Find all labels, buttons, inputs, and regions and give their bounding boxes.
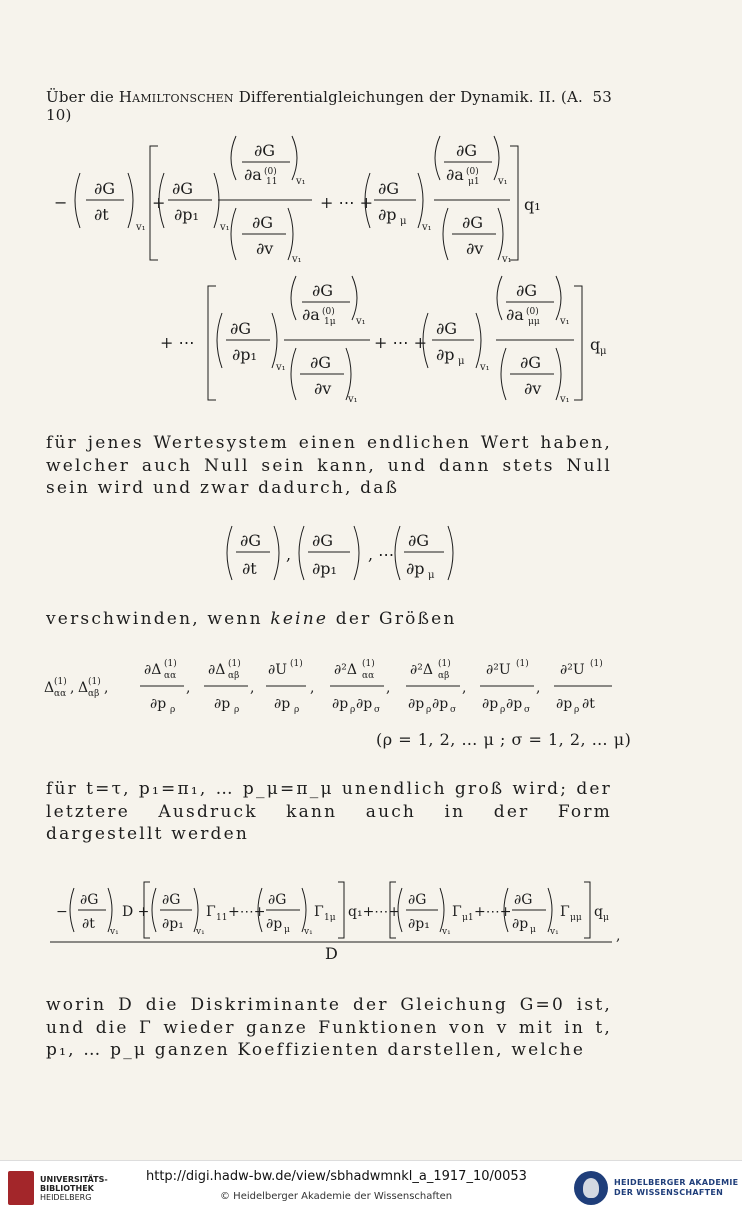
svg-text:+: + xyxy=(152,193,166,212)
svg-text:(0): (0) xyxy=(322,307,335,317)
svg-text:v₁: v₁ xyxy=(550,927,559,937)
svg-text:11: 11 xyxy=(216,913,228,923)
svg-text:∂G: ∂G xyxy=(516,281,538,300)
svg-text:1μ: 1μ xyxy=(324,913,336,923)
svg-text:∂G: ∂G xyxy=(252,213,274,232)
header-title: Über die Hamiltonschen Differentialgleichungen der Dynamik. II. (A. 10) xyxy=(46,88,583,124)
svg-text:∂G: ∂G xyxy=(172,179,194,198)
svg-text:ρ: ρ xyxy=(350,705,356,715)
svg-text:, ⋯: , ⋯ xyxy=(368,545,395,564)
svg-text:μ: μ xyxy=(603,913,609,923)
svg-text:∂G: ∂G xyxy=(94,179,116,198)
svg-text:αα: αα xyxy=(164,671,177,681)
svg-text:(1): (1) xyxy=(88,677,101,687)
svg-text:∂v: ∂v xyxy=(466,239,484,258)
svg-text:∂²Δ: ∂²Δ xyxy=(410,662,433,678)
svg-text:∂t: ∂t xyxy=(582,696,595,712)
svg-text:∂²Δ: ∂²Δ xyxy=(334,662,357,678)
svg-text:∂p: ∂p xyxy=(436,345,455,364)
svg-text:v₁: v₁ xyxy=(356,316,366,327)
svg-text:∂t: ∂t xyxy=(242,559,257,578)
svg-text:μ: μ xyxy=(530,925,536,935)
svg-text:ρ: ρ xyxy=(500,705,506,715)
footer-bar xyxy=(0,1160,742,1217)
svg-text:+ ⋯: + ⋯ xyxy=(160,333,195,352)
academy-name: HEIDELBERGER AKADEMIE DER WISSENSCHAFTEN xyxy=(614,1178,739,1197)
svg-text:,: , xyxy=(310,680,315,696)
svg-text:Δ: Δ xyxy=(44,680,55,696)
svg-text:,: , xyxy=(462,680,467,696)
running-header xyxy=(46,88,612,124)
svg-text:∂G: ∂G xyxy=(268,892,287,908)
formula-denominator: D xyxy=(325,944,338,963)
svg-text:(1): (1) xyxy=(164,659,177,669)
svg-text:∂G: ∂G xyxy=(462,213,484,232)
svg-text:v₁: v₁ xyxy=(348,394,358,405)
svg-text:∂p: ∂p xyxy=(356,696,373,712)
svg-text:∂p₁: ∂p₁ xyxy=(312,559,337,578)
svg-text:,: , xyxy=(616,928,621,944)
svg-text:∂v: ∂v xyxy=(256,239,274,258)
svg-text:μμ: μμ xyxy=(570,913,582,923)
svg-text:∂a: ∂a xyxy=(244,165,262,184)
svg-text:∂p₁: ∂p₁ xyxy=(162,916,184,932)
svg-text:μ: μ xyxy=(400,216,407,227)
svg-text:αβ: αβ xyxy=(88,689,100,699)
svg-text:+⋯+: +⋯+ xyxy=(474,904,512,920)
svg-text:ρ: ρ xyxy=(426,705,432,715)
svg-text:q₁+⋯+: q₁+⋯+ xyxy=(348,904,401,920)
library-name: UNIVERSITÄTS- BIBLIOTHEK HEIDELBERG xyxy=(40,1174,108,1202)
svg-text:∂U: ∂U xyxy=(268,662,288,678)
svg-text:∂G: ∂G xyxy=(230,319,252,338)
svg-text:v₁: v₁ xyxy=(442,927,451,937)
svg-text:∂G: ∂G xyxy=(312,531,334,550)
svg-text:∂p: ∂p xyxy=(512,916,529,932)
university-library-logo[interactable] xyxy=(8,1171,108,1205)
svg-text:∂p: ∂p xyxy=(274,696,291,712)
svg-text:∂p: ∂p xyxy=(556,696,573,712)
copyright-notice: © Heidelberger Akademie der Wissenschaften xyxy=(220,1191,453,1202)
svg-text:∂²U: ∂²U xyxy=(560,662,585,678)
svg-text:∂G: ∂G xyxy=(240,531,262,550)
svg-text:1μ: 1μ xyxy=(324,317,336,327)
svg-text:(0): (0) xyxy=(526,307,539,317)
svg-text:v₁: v₁ xyxy=(498,176,508,187)
permalink-url[interactable]: http://digi.hadw-bw.de/view/sbhadwmnkl_a_1917_10/0053 xyxy=(146,1169,527,1184)
svg-text:(1): (1) xyxy=(290,659,303,669)
svg-text:∂p: ∂p xyxy=(482,696,499,712)
academy-logo[interactable] xyxy=(574,1171,738,1205)
svg-text:∂p: ∂p xyxy=(266,916,283,932)
svg-text:v₁: v₁ xyxy=(502,254,512,265)
svg-text:Δ: Δ xyxy=(78,680,89,696)
svg-text:ρ: ρ xyxy=(294,705,300,715)
svg-text:v₁: v₁ xyxy=(560,316,570,327)
paragraph-2: verschwinden, wenn keine der Größen xyxy=(46,609,457,629)
svg-text:∂G: ∂G xyxy=(456,141,478,160)
svg-text:v₁: v₁ xyxy=(304,927,313,937)
range-condition: (ρ = 1, 2, … μ ; σ = 1, 2, … μ) xyxy=(376,730,632,749)
svg-text:−: − xyxy=(54,193,68,212)
svg-text:D +: D + xyxy=(122,904,150,920)
svg-text:v₁: v₁ xyxy=(220,222,230,233)
svg-text:αα: αα xyxy=(54,689,67,699)
svg-text:∂p: ∂p xyxy=(432,696,449,712)
svg-text:v₁: v₁ xyxy=(276,362,286,373)
svg-text:∂G: ∂G xyxy=(408,892,427,908)
svg-text:(1): (1) xyxy=(228,659,241,669)
svg-text:∂p₁: ∂p₁ xyxy=(408,916,430,932)
svg-text:∂p₁: ∂p₁ xyxy=(174,205,199,224)
svg-text:μμ: μμ xyxy=(528,317,540,327)
svg-text:σ: σ xyxy=(374,705,381,715)
svg-text:ρ: ρ xyxy=(574,705,580,715)
svg-text:αβ: αβ xyxy=(228,671,240,681)
svg-text:(0): (0) xyxy=(264,167,277,177)
svg-text:,: , xyxy=(386,680,391,696)
svg-text:μ: μ xyxy=(458,356,465,367)
paragraph-4: worin D die Diskriminante der Gleichung G=0 ist, und die Γ wieder ganze Funktionen von v mit in t, p₁, … p_μ ganzen Koeffizienten darstellen, welche xyxy=(46,995,612,1060)
svg-text:v₁: v₁ xyxy=(292,254,302,265)
svg-text:+ ⋯ +: + ⋯ + xyxy=(320,193,373,212)
svg-text:v₁: v₁ xyxy=(110,927,119,937)
svg-text:∂G: ∂G xyxy=(312,281,334,300)
svg-text:v₁: v₁ xyxy=(480,362,490,373)
svg-text:v₁: v₁ xyxy=(560,394,570,405)
svg-text:,: , xyxy=(104,680,109,696)
svg-text:μ1: μ1 xyxy=(468,177,480,187)
svg-text:Γ: Γ xyxy=(452,904,462,920)
paragraph-1: für jenes Wertesystem einen endlichen Wert haben, welcher auch Null sein kann, und dann stets Null sein wird und zwar dadurch, daß xyxy=(46,433,612,498)
svg-text:v₁: v₁ xyxy=(296,176,306,187)
svg-text:Γ: Γ xyxy=(206,904,216,920)
svg-text:(1): (1) xyxy=(438,659,451,669)
svg-text:∂p: ∂p xyxy=(332,696,349,712)
svg-text:∂G: ∂G xyxy=(254,141,276,160)
svg-text:∂G: ∂G xyxy=(80,892,99,908)
svg-text:αβ: αβ xyxy=(438,671,450,681)
formula-block-1 xyxy=(40,128,640,408)
svg-text:∂G: ∂G xyxy=(162,892,181,908)
svg-text:v₁: v₁ xyxy=(422,222,432,233)
svg-text:μ: μ xyxy=(284,925,290,935)
svg-text:ρ: ρ xyxy=(170,705,176,715)
svg-text:11: 11 xyxy=(266,177,278,187)
svg-text:(1): (1) xyxy=(590,659,603,669)
svg-text:∂G: ∂G xyxy=(408,531,430,550)
svg-text:∂v: ∂v xyxy=(314,379,332,398)
svg-text:+ ⋯ +: + ⋯ + xyxy=(374,333,427,352)
svg-text:∂v: ∂v xyxy=(524,379,542,398)
svg-text:,: , xyxy=(70,680,75,696)
svg-text:Γ: Γ xyxy=(314,904,324,920)
svg-text:αα: αα xyxy=(362,671,375,681)
svg-text:∂p: ∂p xyxy=(408,696,425,712)
paragraph-3: für t=τ, p₁=π₁, … p_μ=π_μ unendlich groß wird; der letztere Ausdruck kann auch in der Form dargestellt werden xyxy=(46,779,612,844)
svg-text:∂²U: ∂²U xyxy=(486,662,511,678)
svg-text:(1): (1) xyxy=(54,677,67,687)
library-emblem-icon xyxy=(8,1171,34,1205)
svg-text:,: , xyxy=(250,680,255,696)
svg-text:∂G: ∂G xyxy=(520,353,542,372)
svg-text:∂a: ∂a xyxy=(302,305,320,324)
svg-text:∂p: ∂p xyxy=(214,696,231,712)
svg-text:v₁: v₁ xyxy=(136,222,146,233)
svg-text:∂t: ∂t xyxy=(94,205,109,224)
svg-text:μ1: μ1 xyxy=(462,913,474,923)
formula-block-3 xyxy=(40,648,640,718)
svg-text:∂p: ∂p xyxy=(378,205,397,224)
svg-text:σ: σ xyxy=(450,705,457,715)
svg-text:∂Δ: ∂Δ xyxy=(208,662,226,678)
svg-text:,: , xyxy=(286,545,292,564)
svg-text:(1): (1) xyxy=(516,659,529,669)
svg-text:+⋯+: +⋯+ xyxy=(228,904,266,920)
svg-text:∂G: ∂G xyxy=(378,179,400,198)
svg-text:(0): (0) xyxy=(466,167,479,177)
svg-text:∂G: ∂G xyxy=(310,353,332,372)
svg-text:∂p: ∂p xyxy=(150,696,167,712)
formula-block-2 xyxy=(220,520,460,586)
svg-text:∂p₁: ∂p₁ xyxy=(232,345,257,364)
svg-text:∂p: ∂p xyxy=(406,559,425,578)
svg-text:q₁: q₁ xyxy=(524,195,541,214)
svg-text:Γ: Γ xyxy=(560,904,570,920)
svg-text:∂p: ∂p xyxy=(506,696,523,712)
svg-text:q: q xyxy=(590,335,601,354)
svg-text:∂Δ: ∂Δ xyxy=(144,662,162,678)
svg-text:∂G: ∂G xyxy=(514,892,533,908)
svg-text:−: − xyxy=(56,904,68,920)
svg-text:σ: σ xyxy=(524,705,531,715)
svg-text:∂G: ∂G xyxy=(436,319,458,338)
svg-text:,: , xyxy=(536,680,541,696)
svg-text:∂a: ∂a xyxy=(446,165,464,184)
svg-text:∂t: ∂t xyxy=(82,916,95,932)
svg-text:ρ: ρ xyxy=(234,705,240,715)
academy-seal-icon xyxy=(574,1171,608,1205)
svg-text:(1): (1) xyxy=(362,659,375,669)
svg-text:q: q xyxy=(594,904,603,920)
svg-text:μ: μ xyxy=(600,346,607,357)
svg-text:μ: μ xyxy=(428,570,435,581)
page-number: 53 xyxy=(592,88,612,106)
svg-text:,: , xyxy=(186,680,191,696)
svg-text:v₁: v₁ xyxy=(196,927,205,937)
svg-text:∂a: ∂a xyxy=(506,305,524,324)
